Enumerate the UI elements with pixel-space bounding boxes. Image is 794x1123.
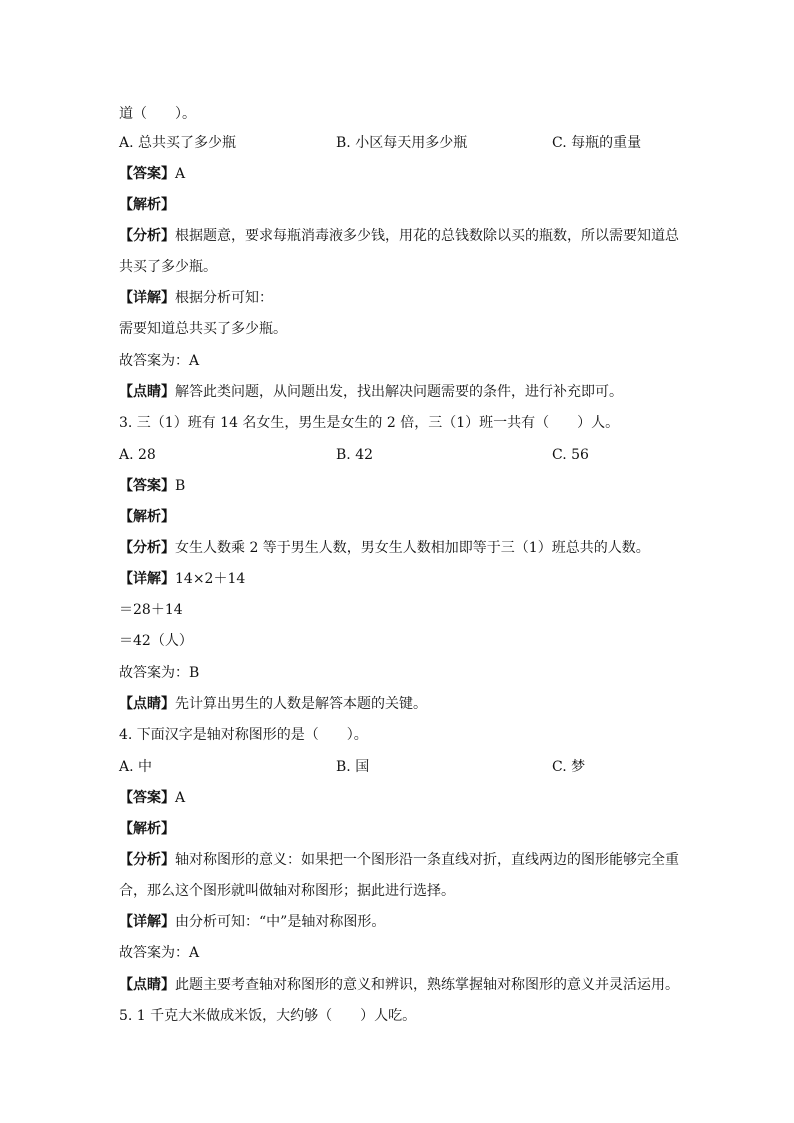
q2-fenxi-line-1 (119, 227, 679, 245)
fenxi-tag: 【分析】 (119, 540, 175, 556)
q4-fenxi-line-1 (119, 851, 679, 869)
q2-fenxi-text-1: 根据题意，要求每瓶消毒液多少钱，用花的总钱数除以买的瓶数，所以需要知道总 (175, 228, 679, 244)
q4-detail (119, 913, 679, 931)
analysis-tag: 【解析】 (119, 197, 175, 213)
q4-option-b: B. 国 (336, 759, 370, 775)
q2-detail-text: 根据分析可知： (175, 290, 273, 306)
detail-tag: 【详解】 (119, 571, 175, 587)
q4-option-a: A. 中 (119, 759, 153, 775)
q4-answer-value: A (175, 790, 186, 806)
q3-option-b: B. 42 (336, 447, 374, 463)
q3-analysis-heading (119, 508, 679, 526)
q3-answer (119, 477, 679, 495)
answer-tag: 【答案】 (119, 790, 175, 806)
fenxi-tag: 【分析】 (119, 228, 175, 244)
q2-point (119, 383, 679, 401)
q3-stem: 3. 三（1）班有 14 名女生，男生是女生的 2 倍，三（1）班一共有（ ）人。 (119, 415, 620, 431)
fenxi-tag: 【分析】 (119, 852, 175, 868)
q2-option-a: A. 总共买了多少瓶 (119, 135, 237, 151)
q3-option-c: C. 56 (552, 447, 589, 463)
q2-option-c: C. 每瓶的重量 (552, 135, 642, 151)
q4-stem: 4. 下面汉字是轴对称图形的是（ ）。 (119, 727, 368, 743)
answer-tag: 【答案】 (119, 166, 175, 182)
q4-conclusion: 故答案为：A (119, 945, 200, 961)
q4-analysis-heading (119, 820, 679, 838)
q4-fenxi-line-2: 合，那么这个图形就叫做轴对称图形；据此进行选择。 (119, 883, 455, 899)
q2-analysis-heading (119, 196, 679, 214)
q2-stem-tail: 道（ ）。 (119, 106, 196, 122)
q3-fenxi-text: 女生人数乘 2 等于男生人数，男女生人数相加即等于三（1）班总共的人数。 (175, 540, 650, 556)
q3-conclusion: 故答案为：B (119, 665, 200, 681)
point-tag: 【点睛】 (119, 977, 175, 993)
q3-step-2: ＝28＋14 (119, 602, 183, 618)
q4-point (119, 976, 679, 994)
q5-stem: 5. 1 千克大米做成米饭，大约够（ ）人吃。 (119, 1008, 417, 1024)
q3-detail-text: 14×2＋14 (175, 571, 246, 587)
q3-fenxi (119, 539, 679, 557)
point-tag: 【点睛】 (119, 696, 175, 712)
analysis-tag: 【解析】 (119, 821, 175, 837)
q3-step-3: ＝42（人） (119, 633, 193, 649)
q3-option-a: A. 28 (119, 447, 156, 463)
q2-fenxi-line-2: 共买了多少瓶。 (119, 259, 217, 275)
q2-conclusion: 故答案为：A (119, 353, 200, 369)
q2-point-text: 解答此类问题，从问题出发，找出解决问题需要的条件，进行补充即可。 (175, 384, 623, 400)
q4-answer (119, 789, 679, 807)
q4-point-text: 此题主要考查轴对称图形的意义和辨识，熟练掌握轴对称图形的意义并灵活运用。 (175, 977, 679, 993)
q3-point-text: 先计算出男生的人数是解答本题的关键。 (175, 696, 427, 712)
q2-answer (119, 165, 679, 183)
detail-tag: 【详解】 (119, 914, 175, 930)
q2-detail-line-2: 需要知道总共买了多少瓶。 (119, 321, 287, 337)
q4-option-c: C. 梦 (552, 759, 586, 775)
q3-answer-value: B (175, 478, 186, 494)
q4-fenxi-text-1: 轴对称图形的意义：如果把一个图形沿一条直线对折，直线两边的图形能够完全重 (175, 852, 679, 868)
analysis-tag: 【解析】 (119, 509, 175, 525)
answer-tag: 【答案】 (119, 478, 175, 494)
q2-answer-value: A (175, 166, 186, 182)
q3-point (119, 695, 679, 713)
detail-tag: 【详解】 (119, 290, 175, 306)
point-tag: 【点睛】 (119, 384, 175, 400)
q2-detail (119, 289, 679, 307)
q2-option-b: B. 小区每天用多少瓶 (336, 135, 468, 151)
q3-detail (119, 570, 679, 588)
q4-detail-text: 由分析可知：“中”是轴对称图形。 (175, 914, 386, 930)
